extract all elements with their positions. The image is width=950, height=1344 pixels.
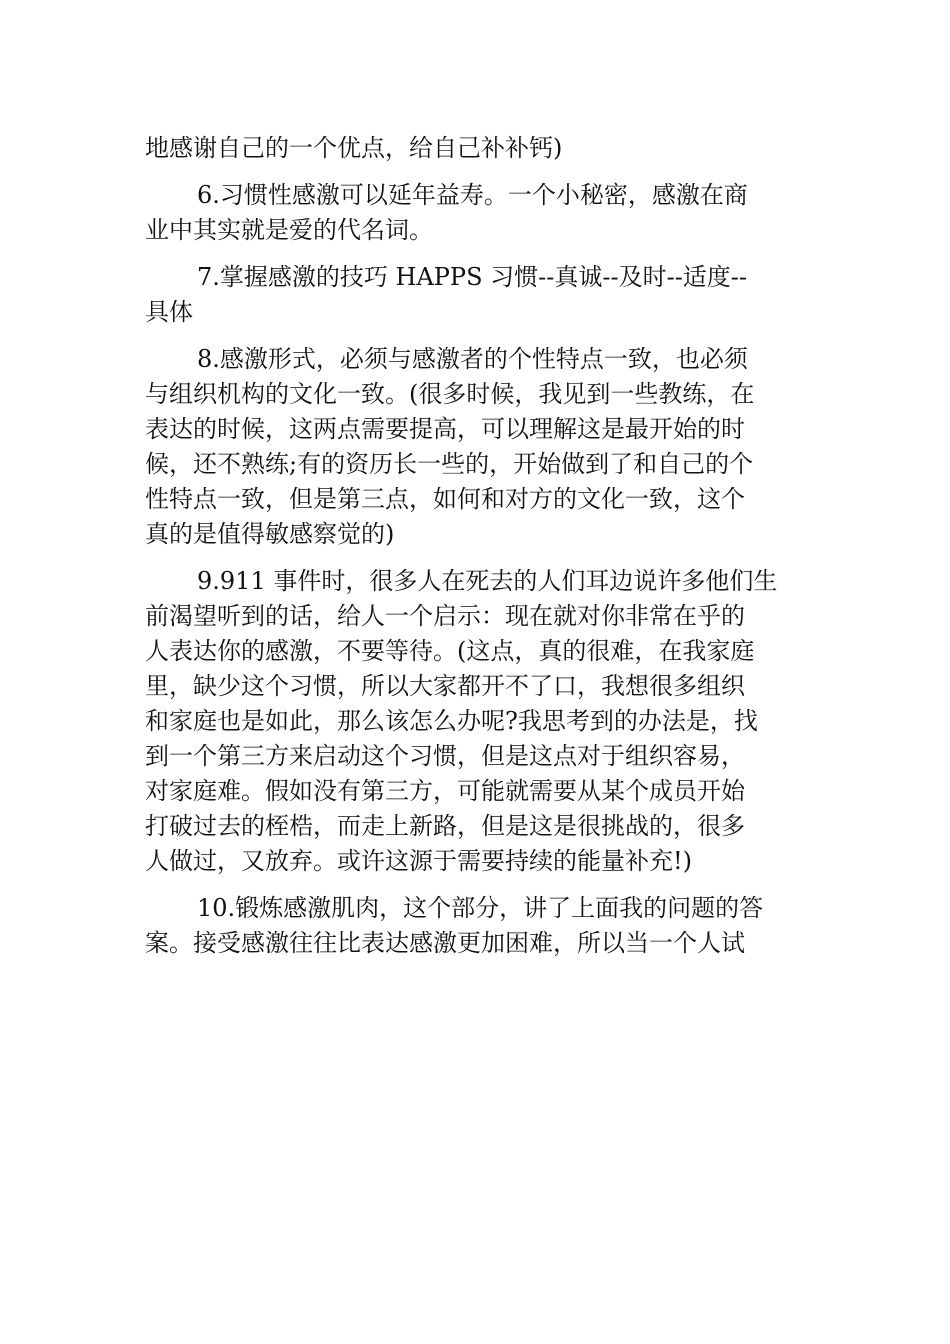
paragraph-9-line: 前渴望听到的话，给人一个启示：现在就对你非常在乎的 [145, 602, 745, 630]
paragraph-6-line: 6.习惯性感激可以延年益寿。一个小秘密，感激在商 [197, 181, 748, 209]
paragraph-10-line: 10.锻炼感激肌肉，这个部分，讲了上面我的问题的答 [197, 894, 764, 922]
paragraph-9-line: 到一个第三方来启动这个习惯，但是这点对于组织容易， [145, 742, 745, 770]
paragraph-9-line: 9.911 事件时，很多人在死去的人们耳边说许多他们生 [197, 567, 778, 595]
paragraph-8-line: 性特点一致，但是第三点，如何和对方的文化一致，这个 [145, 485, 745, 513]
paragraph-9-line: 人做过，又放弃。或许这源于需要持续的能量补充!) [145, 847, 693, 875]
paragraph-9-line: 人表达你的感激，不要等待。(这点，真的很难，在我家庭 [145, 637, 755, 665]
paragraph-8-line: 8.感激形式，必须与感激者的个性特点一致，也必须 [197, 345, 748, 373]
paragraph-9-line: 对家庭难。假如没有第三方，可能就需要从某个成员开始 [145, 777, 745, 805]
paragraph-10-line: 案。接受感激往往比表达感激更加困难，所以当一个人试 [145, 929, 745, 957]
paragraph-6-line: 业中其实就是爱的代名词。 [145, 216, 433, 244]
paragraph-8-line: 表达的时候，这两点需要提高，可以理解这是最开始的时 [145, 415, 745, 443]
paragraph-9-line: 和家庭也是如此，那么该怎么办呢?我思考到的办法是，找 [145, 707, 758, 735]
paragraph-7-line: 7.掌握感激的技巧 HAPPS 习惯--真诚--及时--适度-- [197, 263, 748, 291]
paragraph-8-line: 候，还不熟练;有的资历长一些的，开始做到了和自己的个 [145, 450, 754, 478]
paragraph-9-line: 打破过去的桎梏，而走上新路，但是这是很挑战的，很多 [145, 812, 745, 840]
document-body [145, 131, 810, 961]
paragraph-8-line: 真的是值得敏感察觉的) [145, 520, 395, 548]
paragraph-7-line: 具体 [145, 298, 193, 326]
paragraph-8-line: 与组织机构的文化一致。(很多时候，我见到一些教练，在 [145, 380, 755, 408]
paragraph-9-line: 里，缺少这个习惯，所以大家都开不了口，我想很多组织 [145, 672, 745, 700]
text-line: 地感谢自己的一个优点，给自己补补钙) [145, 134, 563, 162]
